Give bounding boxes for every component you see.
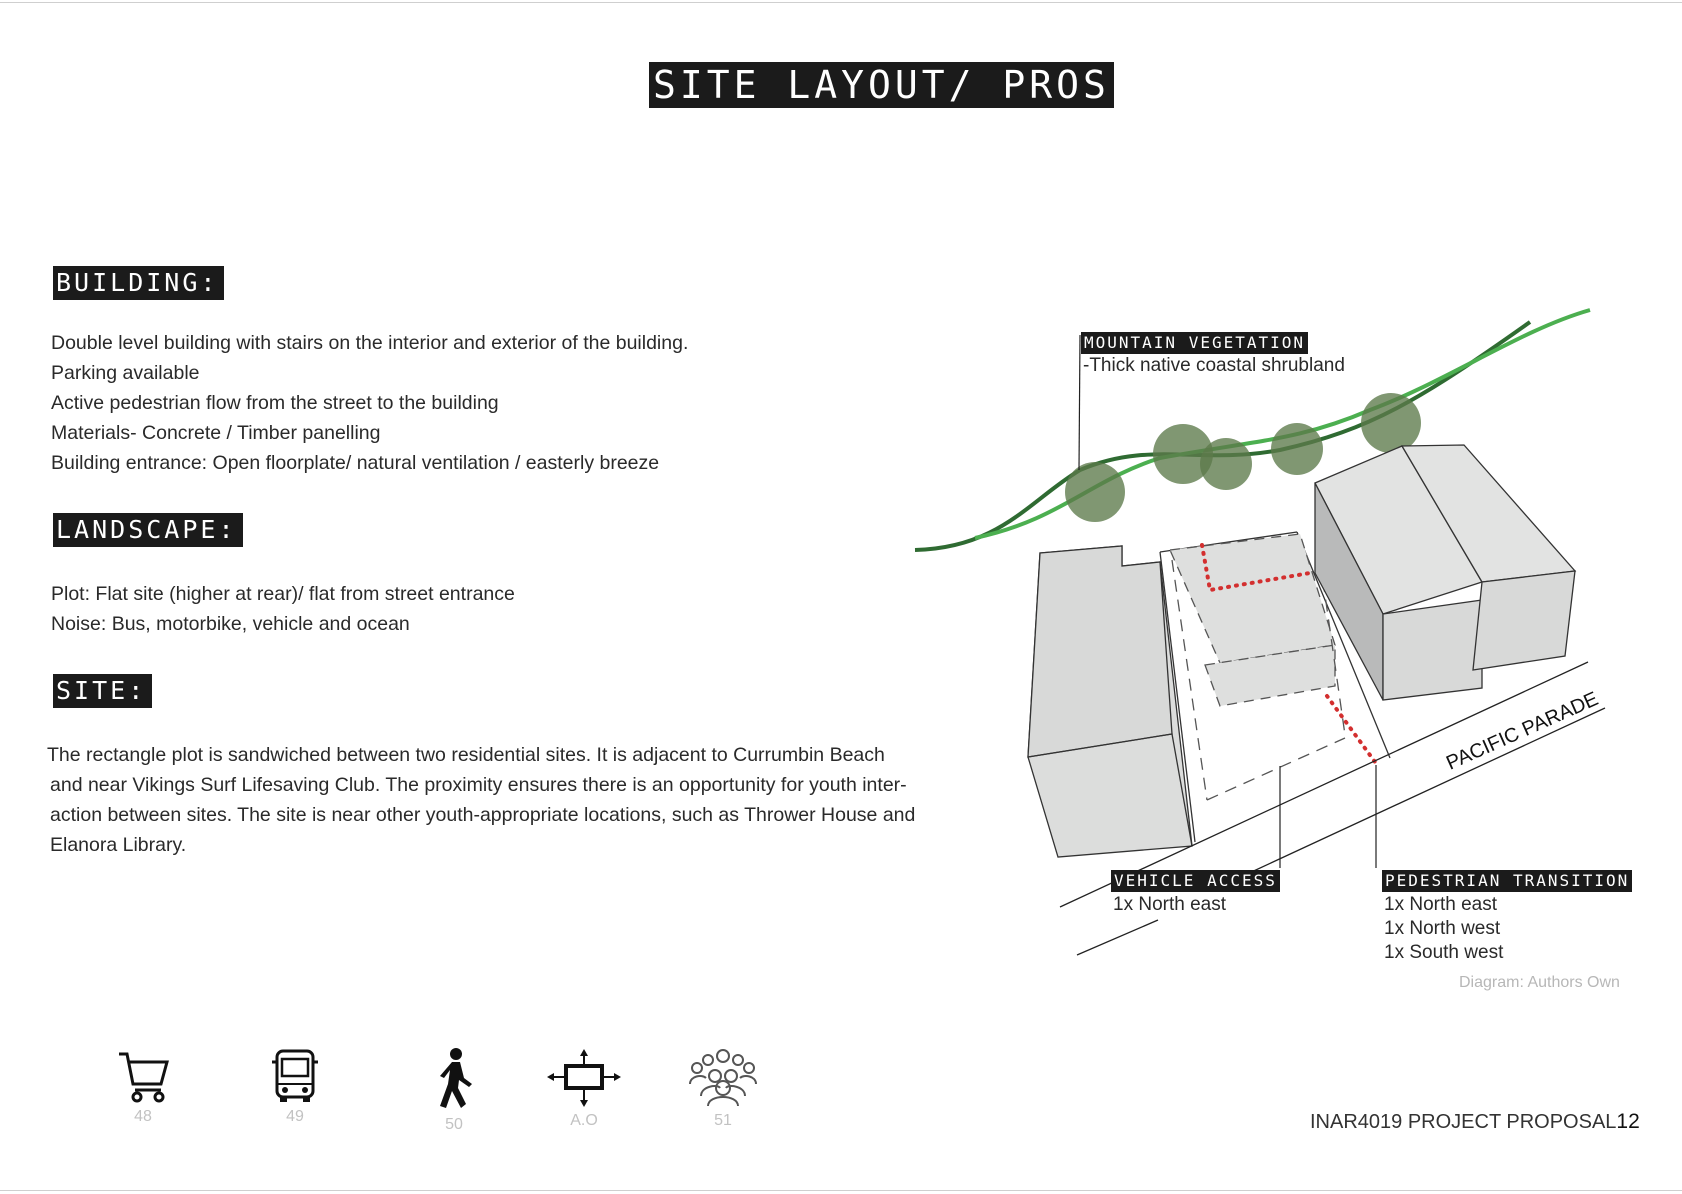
icon-number: 49: [286, 1108, 304, 1125]
page-title: SITE LAYOUT/ PROS: [649, 62, 1114, 108]
tree-icon: [1065, 462, 1125, 522]
icon-number: A.O: [570, 1112, 598, 1129]
icon-item: [414, 1048, 494, 1134]
page-number: 12: [1616, 1110, 1640, 1133]
site-heading: SITE:: [53, 674, 152, 708]
site-line: and near Vikings Surf Lifesaving Club. The proximity ensures there is an opportunity for youth inter-: [50, 774, 907, 796]
crowd-icon: [688, 1048, 758, 1108]
mountain-vegetation-note: -Thick native coastal shrubland: [1083, 355, 1345, 376]
site-line: The rectangle plot is sandwiched between two residential sites. It is adjacent to Currumbin Beach: [47, 744, 885, 766]
landscape-heading: LANDSCAPE:: [53, 513, 243, 547]
right-residential-building: [1315, 445, 1575, 700]
proposed-building-dashed: [1170, 534, 1335, 706]
icon-item: [544, 1048, 624, 1130]
pedestrian-icon: [426, 1048, 482, 1112]
left-residential-building: [1028, 546, 1192, 857]
icon-item: [255, 1048, 335, 1126]
icon-item: [683, 1048, 763, 1130]
site-line: action between sites. The site is near other youth-appropriate locations, such as Thrower House and: [50, 804, 916, 826]
mountain-leader: [1079, 335, 1080, 470]
bus-icon: [267, 1048, 323, 1104]
icon-number: 50: [445, 1116, 463, 1133]
project-name: INAR4019 PROJECT PROPOSAL: [1310, 1111, 1617, 1133]
building-line: Double level building with stairs on the interior and exterior of the building.: [51, 332, 689, 354]
icon-item: [103, 1048, 183, 1126]
building-line: Building entrance: Open floorplate/ natural ventilation / easterly breeze: [51, 452, 660, 474]
landscape-line: Noise: Bus, motorbike, vehicle and ocean: [51, 613, 410, 635]
building-line: Materials- Concrete / Timber panelling: [51, 422, 381, 444]
icon-number: 51: [714, 1112, 732, 1129]
pedestrian-path-2: [1327, 696, 1375, 762]
pedestrian-note: 1x North east: [1384, 894, 1497, 915]
building-line: Parking available: [51, 362, 200, 384]
mountain-vegetation-label: MOUNTAIN VEGETATION: [1081, 332, 1308, 354]
site-line: Elanora Library.: [50, 834, 187, 856]
tree-icon: [1361, 393, 1421, 453]
building-line: Active pedestrian flow from the street to the building: [51, 392, 499, 414]
street-name: PACIFIC PARADE: [1443, 687, 1602, 775]
vehicle-access-note: 1x North east: [1113, 894, 1226, 915]
vehicle-access-label: VEHICLE ACCESS: [1111, 870, 1280, 892]
pedestrian-note: 1x North west: [1384, 918, 1501, 939]
footer: [1310, 1110, 1640, 1134]
diagram-caption: Diagram: Authors Own: [1459, 974, 1620, 991]
expand-arrows-icon: [546, 1048, 622, 1108]
pedestrian-note: 1x South west: [1384, 942, 1504, 963]
tree-icon: [1271, 423, 1323, 475]
pedestrian-transition-label: PEDESTRIAN TRANSITION: [1382, 870, 1632, 892]
shopping-cart-icon: [115, 1048, 171, 1104]
icon-number: 48: [134, 1108, 152, 1125]
tree-icon: [1200, 438, 1252, 490]
building-heading: BUILDING:: [53, 266, 224, 300]
landscape-line: Plot: Flat site (higher at rear)/ flat from street entrance: [51, 583, 515, 605]
